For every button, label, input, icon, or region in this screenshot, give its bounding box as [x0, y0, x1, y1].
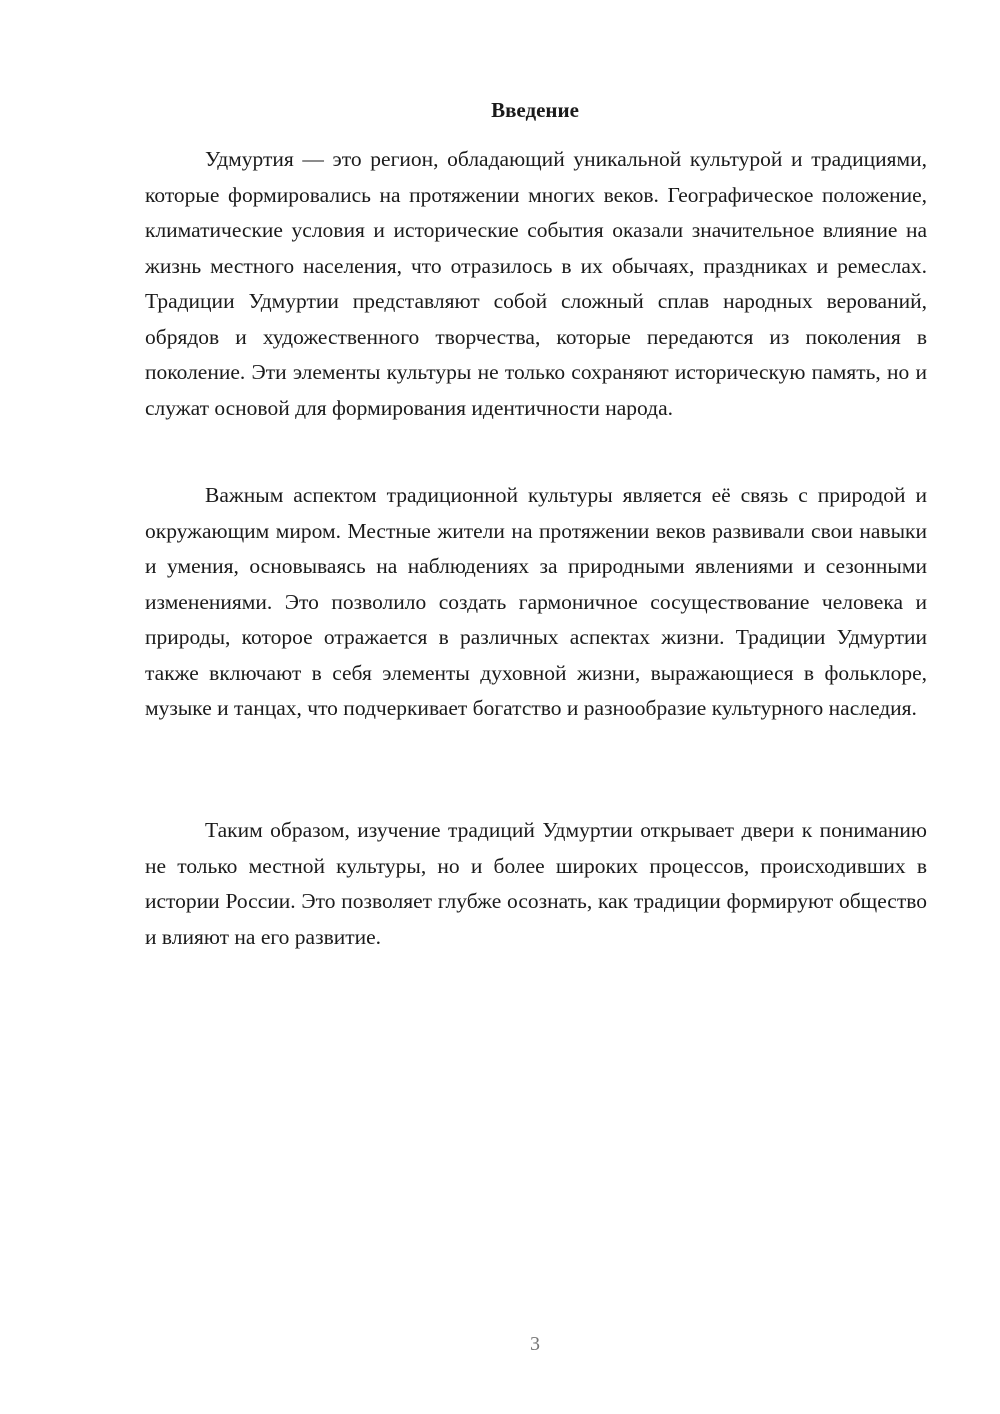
- page-number: 3: [530, 1333, 540, 1355]
- section-title: Введение: [491, 98, 579, 122]
- paragraph-1: Удмуртия — это регион, обладающий уникальной культурой и традициями, которые формировались на протяжении многих веков. Географическое положение, климатические условия и исторические события оказали значительное влияние на жизнь местного населения, что отразилось в их обычаях, праздниках и ремеслах. Традиции Удмуртии представляют собой сложный сплав народных верований, обрядов и художественного творчества, которые передаются из поколения в поколение. Эти элементы культуры не только сохраняют историческую память, но и служат основой для формирования идентичности народа.: [145, 147, 927, 420]
- paragraph-3: Таким образом, изучение традиций Удмуртии открывает двери к пониманию не только местной культуры, но и более широких процессов, происходивших в истории России. Это позволяет глубже осознать, как традиции формируют общество и влияют на его развитие.: [145, 818, 927, 949]
- paragraph-2: Важным аспектом традиционной культуры является её связь с природой и окружающим миром. Местные жители на протяжении веков развивали свои навыки и умения, основываясь на наблюдениях за природными явлениями и сезонными изменениями. Это позволило создать гармоничное сосуществование человека и природы, которое отражается в различных аспектах жизни. Традиции Удмуртии также включают в себя элементы духовной жизни, выражающиеся в фольклоре, музыке и танцах, что подчеркивает богатство и разнообразие культурного наследия.: [145, 483, 927, 720]
